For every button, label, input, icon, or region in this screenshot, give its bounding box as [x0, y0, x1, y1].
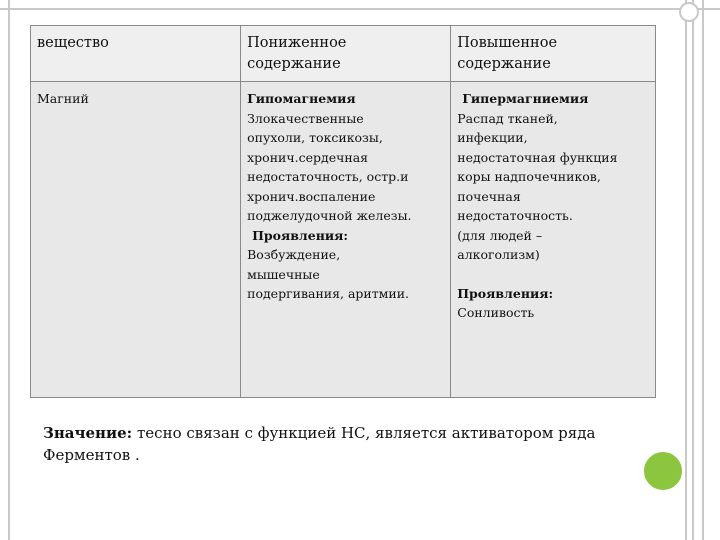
cause-line: (для людей – [457, 227, 543, 243]
cell-high [451, 82, 656, 398]
cause-line: недостаточность, остр.и [247, 169, 409, 184]
data-table [30, 25, 656, 398]
header-text: Повышенное [457, 35, 558, 51]
condition-title: Гипомагнемия [247, 91, 356, 106]
green-circle-decoration [641, 449, 685, 493]
frame-left-line [8, 0, 10, 540]
spacer [457, 265, 649, 284]
cause-line: хронич.сердечная [247, 149, 369, 165]
cause-line: поджелудочной железы. [247, 208, 412, 223]
header-text: Пониженное [247, 35, 347, 51]
cause-line: почечная [457, 188, 521, 204]
table-header-row [31, 26, 656, 82]
manifest-label: Проявления: [457, 285, 554, 301]
note-label: Значение: [43, 424, 133, 442]
corner-ring-decoration [679, 2, 699, 22]
frame-top-line [0, 8, 720, 10]
cause-line: опухоли, токсикозы, [247, 130, 383, 145]
cause-line: коры надпочечников, [457, 169, 601, 184]
header-cell-substance [31, 26, 241, 82]
table-row [31, 82, 656, 398]
header-text: вещество [37, 35, 109, 51]
cause-line: недостаточная функция [457, 149, 618, 165]
manifest-line: мышечные [247, 266, 320, 282]
cause-line: недостаточность. [457, 208, 573, 223]
manifest-line: подергивания, аритмии. [247, 286, 410, 301]
cause-line: инфекции, [457, 130, 528, 145]
header-cell-low [241, 26, 451, 82]
manifest-line: Возбуждение, [247, 247, 341, 262]
manifest-line: Сонливость [457, 305, 535, 320]
header-cell-high [451, 26, 656, 82]
manifest-label: Проявления: [252, 227, 348, 243]
significance-note [43, 422, 653, 466]
cause-line: Распад тканей, [457, 110, 558, 126]
cell-substance [31, 82, 241, 398]
cause-line: хронич.воспаление [247, 188, 376, 204]
frame-right-line [685, 0, 687, 540]
cell-low [241, 82, 451, 398]
frame-right-line [702, 0, 704, 540]
cause-line: алкоголизм) [457, 247, 540, 262]
header-text: содержание [247, 56, 341, 72]
note-text: тесно связан с функцией НС, является активатором ряда Ферментов . [43, 424, 596, 464]
header-text: содержание [457, 56, 551, 72]
frame-right-line [692, 0, 694, 540]
substance-name: Магний [37, 91, 89, 106]
condition-title: Гипермагниемия [462, 91, 589, 106]
cause-line: Злокачественные [247, 110, 364, 126]
